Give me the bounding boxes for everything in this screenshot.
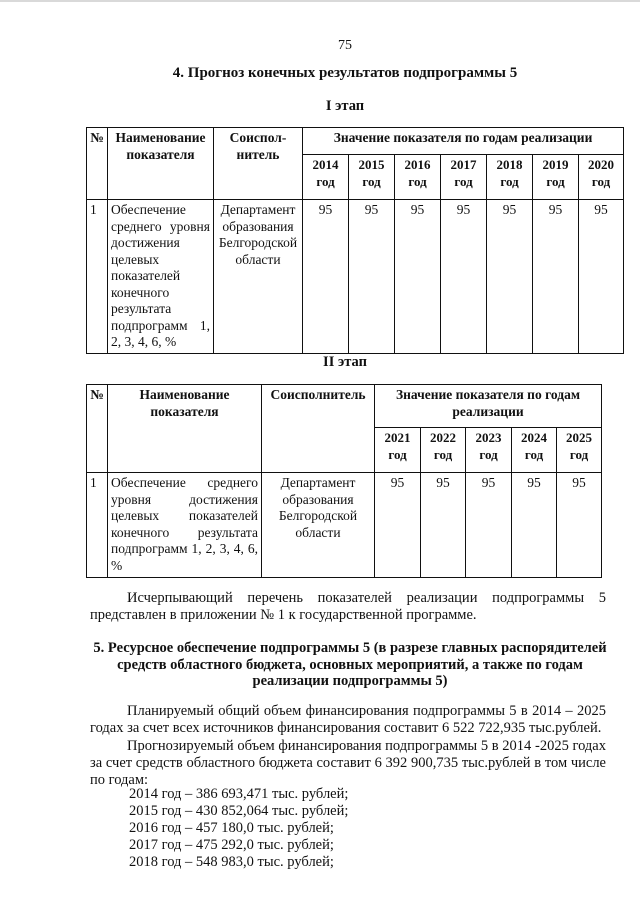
stage-1-table: [86, 127, 624, 354]
section-4-title: 4. Прогноз конечных результатов подпрограммы 5: [172, 65, 518, 81]
row-indicator-name: Обеспечение среднего уровня достижения целевых показателей конечного результата подпрограмм 1, 2, 3, 4, 6, %: [108, 473, 262, 578]
value-cell: 95: [303, 200, 349, 354]
header-num: №: [87, 128, 108, 200]
year-cell: 2021 год: [375, 428, 421, 473]
row-executor: Департамент образования Белгородской области: [262, 473, 375, 578]
page-number: 75: [338, 38, 352, 53]
row-executor: Департамент образования Белгородской области: [214, 200, 303, 354]
row-num: 1: [87, 473, 108, 578]
header-executor: Соиспол-нитель: [214, 128, 303, 200]
value-cell: 95: [533, 200, 579, 354]
row-num: 1: [87, 200, 108, 354]
header-num: №: [87, 385, 108, 473]
header-name: Наименование показателя: [108, 128, 214, 200]
year-funding-line: 2016 год – 457 180,0 тыс. рублей;: [129, 820, 334, 836]
year-cell: 2015 год: [349, 155, 395, 200]
value-cell: 95: [395, 200, 441, 354]
year-cell: 2018 год: [487, 155, 533, 200]
year-funding-line: 2014 год – 386 693,471 тыс. рублей;: [129, 786, 349, 802]
indicators-note: Исчерпывающий перечень показателей реализации подпрограммы 5 представлен в приложении № 1 к государственной программе.: [90, 590, 606, 623]
value-cell: 95: [512, 473, 557, 578]
financing-total-paragraph: Планируемый общий объем финансирования подпрограммы 5 в 2014 – 2025 годах за счет всех источников финансирования составит 6 522 722,935 тыс.рублей.: [90, 703, 606, 736]
header-values: Значение показателя по годам реализации: [375, 385, 602, 428]
year-funding-line: 2015 год – 430 852,064 тыс. рублей;: [129, 803, 349, 819]
row-indicator-name: Обеспечение среднего уровня достижения целевых показателей конечного результата подпрограмм 1, 2, 3, 4, 6, %: [108, 200, 214, 354]
stage-2-table: [86, 384, 602, 578]
header-values: Значение показателя по годам реализации: [303, 128, 624, 155]
year-cell: 2016 год: [395, 155, 441, 200]
value-cell: 95: [375, 473, 421, 578]
value-cell: 95: [579, 200, 624, 354]
header-executor: Соисполнитель: [262, 385, 375, 473]
year-cell: 2022 год: [421, 428, 466, 473]
year-cell: 2017 год: [441, 155, 487, 200]
year-funding-line: 2018 год – 548 983,0 тыс. рублей;: [129, 854, 334, 870]
value-cell: 95: [466, 473, 512, 578]
section-5-title: 5. Ресурсное обеспечение подпрограммы 5 (в разрезе главных распорядителей средств областного бюджета, основных мероприятий, а также по годам реализации подпрограммы 5): [93, 640, 607, 689]
header-name: Наименование показателя: [108, 385, 262, 473]
value-cell: 95: [421, 473, 466, 578]
year-funding-line: 2017 год – 475 292,0 тыс. рублей;: [129, 837, 334, 853]
stage-2-label: II этап: [323, 354, 367, 370]
year-cell: 2023 год: [466, 428, 512, 473]
stage-1-label: I этап: [325, 98, 365, 114]
year-cell: 2020 год: [579, 155, 624, 200]
scan-edge: [0, 0, 640, 2]
year-cell: 2014 год: [303, 155, 349, 200]
value-cell: 95: [487, 200, 533, 354]
value-cell: 95: [557, 473, 602, 578]
year-cell: 2025 год: [557, 428, 602, 473]
year-cell: 2024 год: [512, 428, 557, 473]
year-cell: 2019 год: [533, 155, 579, 200]
value-cell: 95: [349, 200, 395, 354]
regional-budget-paragraph: Прогнозируемый объем финансирования подпрограммы 5 в 2014 -2025 годах за счет средств областного бюджета составит 6 392 900,735 тыс.рублей в том числе по годам:: [90, 738, 606, 788]
value-cell: 95: [441, 200, 487, 354]
